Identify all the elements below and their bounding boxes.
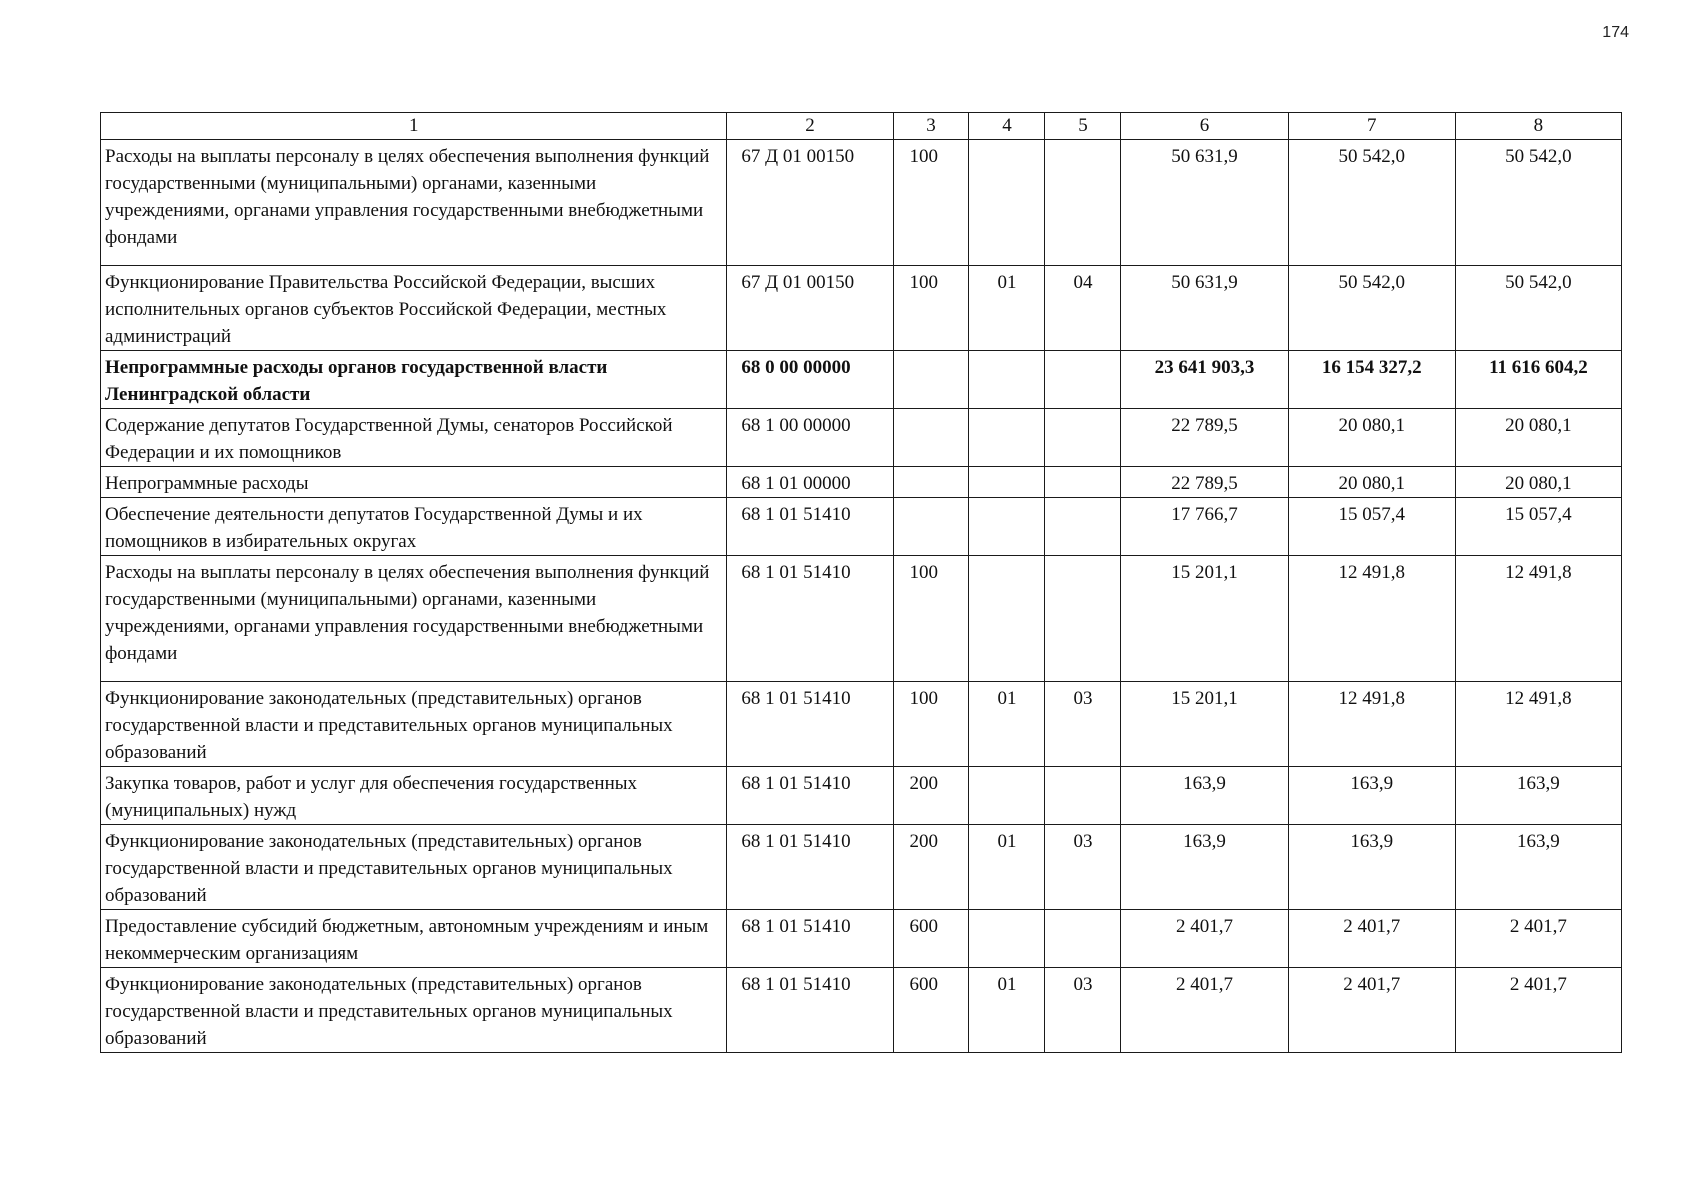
row-col5-cell: [1045, 140, 1121, 266]
table-row: [101, 266, 1622, 351]
row-col4-cell: 01: [969, 825, 1045, 910]
row-col3-cell: 100: [893, 556, 969, 682]
row-value6-cell: 50 631,9: [1121, 140, 1288, 266]
row-col4-cell: [969, 910, 1045, 968]
row-name-cell: Предоставление субсидий бюджетным, автономным учреждениям и иным некоммерческим организациям: [101, 910, 727, 968]
row-code-cell: 68 1 01 00000: [727, 467, 893, 498]
row-name-cell: Функционирование законодательных (представительных) органов государственной власти и представительных органов муниципальных образований: [101, 825, 727, 910]
row-value8-cell: 20 080,1: [1455, 467, 1621, 498]
row-value6-cell: 15 201,1: [1121, 556, 1288, 682]
row-code-cell: 68 1 01 51410: [727, 767, 893, 825]
row-value8-cell: 50 542,0: [1455, 266, 1621, 351]
header-cell: 1: [101, 113, 727, 140]
header-cell: 4: [969, 113, 1045, 140]
row-col4-cell: [969, 409, 1045, 467]
row-value6-cell: 17 766,7: [1121, 498, 1288, 556]
header-cell: 2: [727, 113, 893, 140]
row-value7-cell: 2 401,7: [1288, 968, 1455, 1053]
row-value7-cell: 50 542,0: [1288, 140, 1455, 266]
table-row: [101, 409, 1622, 467]
row-value7-cell: 2 401,7: [1288, 910, 1455, 968]
row-value8-cell: 2 401,7: [1455, 910, 1621, 968]
row-col4-cell: 01: [969, 968, 1045, 1053]
row-col3-cell: 200: [893, 767, 969, 825]
row-value7-cell: 20 080,1: [1288, 409, 1455, 467]
row-col5-cell: [1045, 767, 1121, 825]
row-value7-cell: 163,9: [1288, 767, 1455, 825]
row-col4-cell: [969, 467, 1045, 498]
row-value6-cell: 163,9: [1121, 767, 1288, 825]
row-name-cell: Функционирование законодательных (представительных) органов государственной власти и представительных органов муниципальных образований: [101, 682, 727, 767]
row-col5-cell: [1045, 498, 1121, 556]
header-cell: 6: [1121, 113, 1288, 140]
row-code-cell: 67 Д 01 00150: [727, 140, 893, 266]
row-col3-cell: 100: [893, 266, 969, 351]
row-col3-cell: [893, 467, 969, 498]
table-row: [101, 968, 1622, 1053]
row-col4-cell: 01: [969, 682, 1045, 767]
row-value6-cell: 2 401,7: [1121, 910, 1288, 968]
row-value6-cell: 2 401,7: [1121, 968, 1288, 1053]
row-code-cell: 68 1 01 51410: [727, 498, 893, 556]
row-value8-cell: 50 542,0: [1455, 140, 1621, 266]
header-cell: 7: [1288, 113, 1455, 140]
row-value7-cell: 15 057,4: [1288, 498, 1455, 556]
row-col5-cell: [1045, 556, 1121, 682]
row-value7-cell: 12 491,8: [1288, 682, 1455, 767]
table-row: [101, 140, 1622, 266]
table-row: [101, 825, 1622, 910]
row-value6-cell: 50 631,9: [1121, 266, 1288, 351]
row-value8-cell: 163,9: [1455, 767, 1621, 825]
row-col5-cell: [1045, 409, 1121, 467]
table-row: [101, 682, 1622, 767]
row-code-cell: 68 1 01 51410: [727, 682, 893, 767]
row-col4-cell: [969, 556, 1045, 682]
row-col4-cell: [969, 498, 1045, 556]
row-code-cell: 68 1 00 00000: [727, 409, 893, 467]
table-row: [101, 910, 1622, 968]
table-row: [101, 767, 1622, 825]
row-value7-cell: 16 154 327,2: [1288, 351, 1455, 409]
header-cell: 8: [1455, 113, 1621, 140]
table-row: [101, 498, 1622, 556]
row-value8-cell: 12 491,8: [1455, 556, 1621, 682]
row-col3-cell: [893, 409, 969, 467]
row-col5-cell: 04: [1045, 266, 1121, 351]
row-col3-cell: 100: [893, 140, 969, 266]
row-name-cell: Непрограммные расходы органов государственной власти Ленинградской области: [101, 351, 727, 409]
row-col3-cell: 600: [893, 968, 969, 1053]
row-col5-cell: [1045, 351, 1121, 409]
row-col4-cell: [969, 140, 1045, 266]
row-col5-cell: [1045, 910, 1121, 968]
row-col5-cell: 03: [1045, 825, 1121, 910]
row-col4-cell: 01: [969, 266, 1045, 351]
row-col4-cell: [969, 351, 1045, 409]
row-value7-cell: 20 080,1: [1288, 467, 1455, 498]
row-value7-cell: 12 491,8: [1288, 556, 1455, 682]
header-cell: 5: [1045, 113, 1121, 140]
row-col3-cell: [893, 498, 969, 556]
row-col3-cell: 200: [893, 825, 969, 910]
row-col4-cell: [969, 767, 1045, 825]
row-value6-cell: 22 789,5: [1121, 467, 1288, 498]
row-code-cell: 68 0 00 00000: [727, 351, 893, 409]
row-col5-cell: [1045, 467, 1121, 498]
row-value6-cell: 23 641 903,3: [1121, 351, 1288, 409]
row-col5-cell: 03: [1045, 682, 1121, 767]
row-name-cell: Непрограммные расходы: [101, 467, 727, 498]
row-value8-cell: 11 616 604,2: [1455, 351, 1621, 409]
row-col5-cell: 03: [1045, 968, 1121, 1053]
row-value7-cell: 163,9: [1288, 825, 1455, 910]
header-cell: 3: [893, 113, 969, 140]
table-row: [101, 467, 1622, 498]
budget-table: [100, 112, 1622, 1053]
row-value8-cell: 20 080,1: [1455, 409, 1621, 467]
row-value8-cell: 12 491,8: [1455, 682, 1621, 767]
row-code-cell: 68 1 01 51410: [727, 825, 893, 910]
table-row: [101, 351, 1622, 409]
row-col3-cell: 600: [893, 910, 969, 968]
table-header-row: [101, 113, 1622, 140]
row-value6-cell: 15 201,1: [1121, 682, 1288, 767]
row-name-cell: Закупка товаров, работ и услуг для обеспечения государственных (муниципальных) нужд: [101, 767, 727, 825]
row-value6-cell: 163,9: [1121, 825, 1288, 910]
row-code-cell: 68 1 01 51410: [727, 556, 893, 682]
row-name-cell: Обеспечение деятельности депутатов Государственной Думы и их помощников в избирательных округах: [101, 498, 727, 556]
table-row: [101, 556, 1622, 682]
row-name-cell: Функционирование законодательных (представительных) органов государственной власти и представительных органов муниципальных образований: [101, 968, 727, 1053]
row-value8-cell: 15 057,4: [1455, 498, 1621, 556]
row-code-cell: 67 Д 01 00150: [727, 266, 893, 351]
row-value8-cell: 2 401,7: [1455, 968, 1621, 1053]
row-name-cell: Расходы на выплаты персоналу в целях обеспечения выполнения функций государственными (муниципальными) органами, казенными учреждениями, органами управления государственными внебюджетными фондами: [101, 140, 727, 266]
row-name-cell: Расходы на выплаты персоналу в целях обеспечения выполнения функций государственными (муниципальными) органами, казенными учреждениями, органами управления государственными внебюджетными фондами: [101, 556, 727, 682]
row-value6-cell: 22 789,5: [1121, 409, 1288, 467]
row-col3-cell: [893, 351, 969, 409]
row-col3-cell: 100: [893, 682, 969, 767]
page-number: 174: [1602, 24, 1629, 41]
row-name-cell: Функционирование Правительства Российской Федерации, высших исполнительных органов субъектов Российской Федерации, местных администраций: [101, 266, 727, 351]
row-value7-cell: 50 542,0: [1288, 266, 1455, 351]
row-name-cell: Содержание депутатов Государственной Думы, сенаторов Российской Федерации и их помощников: [101, 409, 727, 467]
row-value8-cell: 163,9: [1455, 825, 1621, 910]
row-code-cell: 68 1 01 51410: [727, 968, 893, 1053]
row-code-cell: 68 1 01 51410: [727, 910, 893, 968]
